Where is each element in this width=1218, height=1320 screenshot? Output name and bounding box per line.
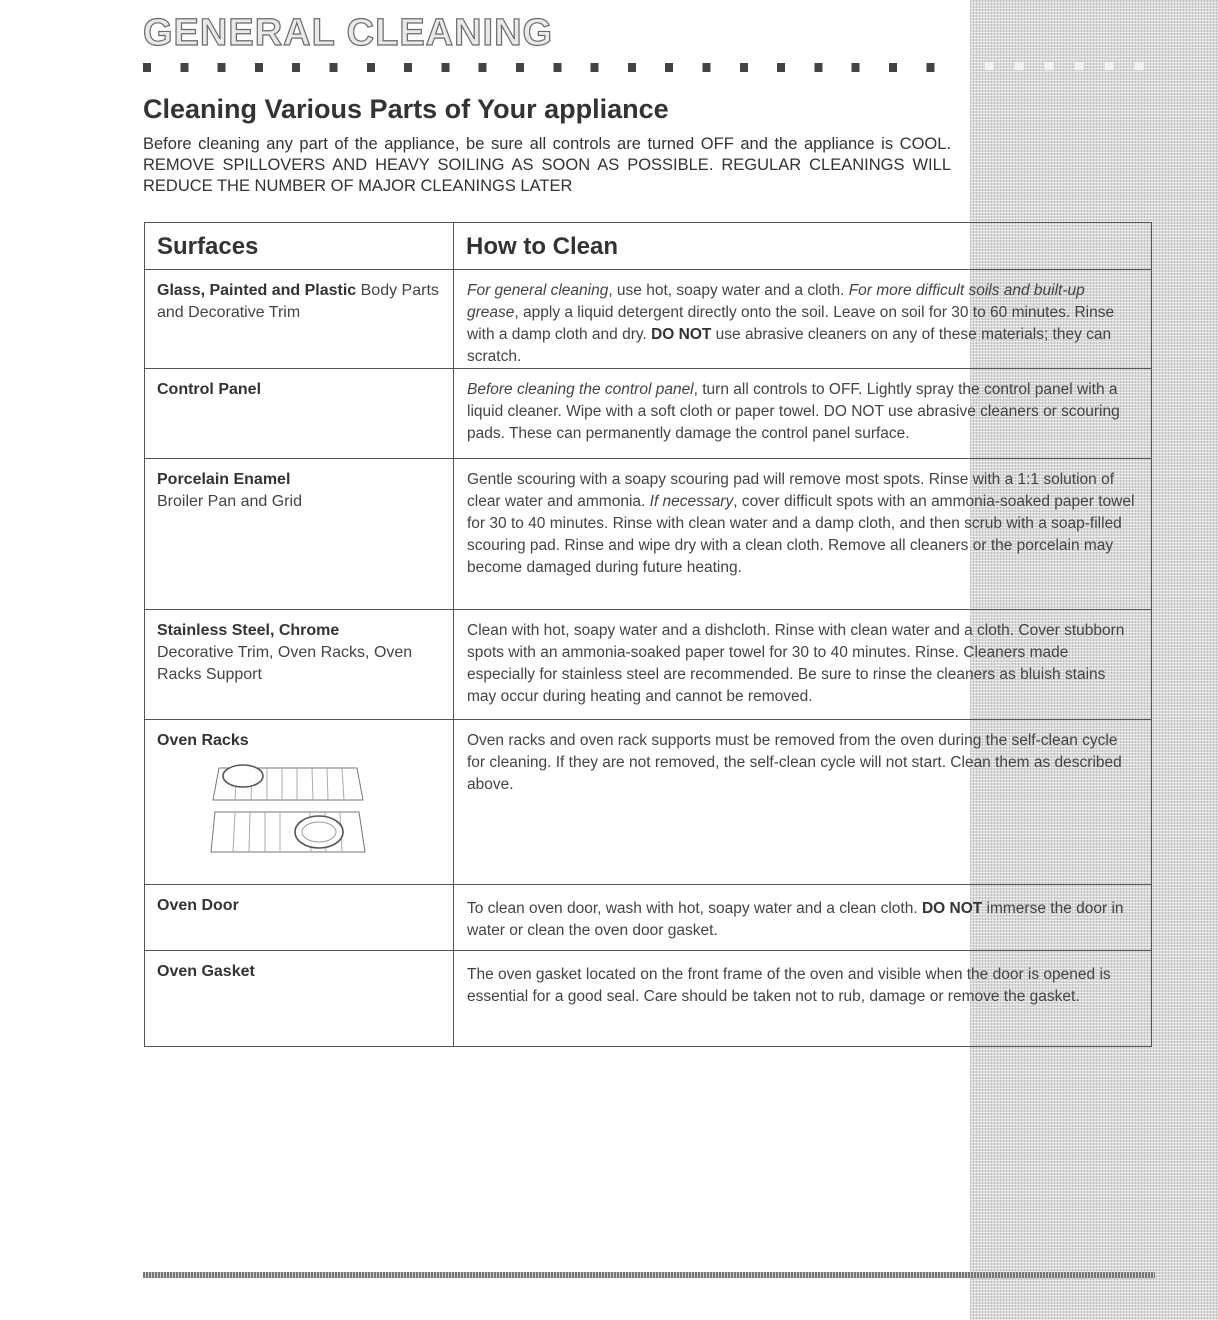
surface-cell	[145, 459, 454, 610]
how-text: Oven racks and oven rack supports must be removed from the oven during the self-clean cycle for cleaning. If they are not removed, the self-clean cycle will not start. Clean them as described above.	[467, 732, 1122, 793]
how-cell	[454, 885, 1152, 951]
surface-detail: Decorative Trim, Oven Racks, Oven Racks Support	[157, 644, 413, 683]
surface-name: Oven Gasket	[157, 963, 255, 980]
intro-paragraph: Before cleaning any part of the appliance, be sure all controls are turned OFF and the appliance is COOL. REMOVE SPILLOVERS AND HEAVY SOILING AS SOON AS POSSIBLE. REGULAR CLEANINGS WILL REDUCE THE NUMBER OF MAJOR CLEANINGS LATER	[143, 135, 951, 195]
how-text: , cover difficult spots with an ammonia-soaked paper towel for 30 to 40 minutes. Rinse with clean water and a damp cloth, and then scrub with a soap-filled scouring pad. Rinse and wipe dry with a clean cloth. Remove all cleaners or the porcelain may become damaged during future heating.	[467, 493, 1135, 576]
surface-cell	[145, 951, 454, 1047]
surface-name: Oven Door	[157, 897, 239, 914]
surface-name: Oven Racks	[157, 732, 249, 749]
header-surfaces: Surfaces	[145, 223, 454, 270]
how-italic: For more difficult soils and built-up grease	[467, 282, 1085, 321]
how-italic: For general cleaning	[467, 282, 609, 299]
table-row-oven-door	[145, 885, 1152, 951]
how-text: , apply a liquid detergent directly onto the soil. Leave on soil for 30 to 60 minutes. Rinse with a damp cloth and dry.	[467, 304, 1115, 343]
how-text: To clean oven door, wash with hot, soapy water and a clean cloth.	[467, 900, 922, 917]
header-how-to-clean: How to Clean	[454, 223, 1152, 270]
oven-rack-illustration	[207, 762, 367, 862]
table-row-stainless	[145, 610, 1152, 720]
surface-name: Stainless Steel, Chrome	[157, 622, 340, 639]
how-text: Gentle scouring with a soapy scouring pad will remove most spots. Rinse with a 1:1 solution of clear water and ammonia.	[467, 471, 1115, 510]
how-bold: DO NOT	[921, 900, 983, 917]
page-title: GENERAL CLEANING	[143, 12, 554, 54]
how-text: The oven gasket located on the front frame of the oven and visible when the door is opened is essential for a good seal. Care should be taken not to rub, damage or remove the gasket.	[467, 966, 1111, 1005]
side-strip-dots	[985, 62, 1155, 70]
title-dot-rule	[143, 63, 963, 72]
how-text: use abrasive cleaners on any of these materials; they can scratch.	[467, 326, 1112, 365]
surface-name: Porcelain Enamel	[157, 471, 291, 488]
table-row-oven-racks	[145, 720, 1152, 885]
surface-name: Control Panel	[157, 381, 262, 398]
how-cell	[454, 459, 1152, 610]
surface-name: Glass, Painted and Plastic	[157, 282, 357, 299]
surface-cell	[145, 610, 454, 720]
table-header-row	[145, 223, 1152, 270]
surface-detail: Broiler Pan and Grid	[157, 493, 302, 510]
table-row-control-panel	[145, 369, 1152, 459]
table-row-porcelain	[145, 459, 1152, 610]
surface-cell	[145, 369, 454, 459]
how-cell	[454, 720, 1152, 885]
surface-detail: Body Parts and Decorative Trim	[157, 282, 439, 321]
bottom-rule	[143, 1272, 1155, 1278]
surface-cell	[145, 270, 454, 369]
how-italic: Before cleaning the control panel	[467, 381, 694, 398]
how-text: , use hot, soapy water and a cloth.	[608, 282, 849, 299]
surface-cell	[145, 885, 454, 951]
how-cell	[454, 270, 1152, 369]
how-cell	[454, 610, 1152, 720]
section-subtitle: Cleaning Various Parts of Your appliance	[143, 94, 669, 124]
how-text: Clean with hot, soapy water and a dishcloth. Rinse with clean water and a cloth. Cover stubborn spots with an ammonia-soaked paper towel for 30 to 40 minutes. Rinse. Cleaners made especially for stainless steel are recommended. Be sure to rinse the cleaners as bluish stains may occur during heating and cannot be removed.	[467, 622, 1125, 705]
how-bold: DO NOT	[651, 326, 712, 343]
surface-cell	[145, 720, 454, 885]
how-text: immerse the door in water or clean the oven door gasket.	[467, 900, 1124, 939]
how-italic: If necessary	[649, 493, 734, 510]
table-row-glass	[145, 270, 1152, 369]
table-row-oven-gasket	[145, 951, 1152, 1047]
how-cell	[454, 369, 1152, 459]
cleaning-table	[144, 222, 1152, 1047]
how-text: , turn all controls to OFF. Lightly spray the control panel with a liquid cleaner. Wipe with a soft cloth or paper towel. DO NOT use abrasive cleaners or scouring pads. These can permanently damage the control panel surface.	[467, 381, 1120, 442]
how-cell	[454, 951, 1152, 1047]
